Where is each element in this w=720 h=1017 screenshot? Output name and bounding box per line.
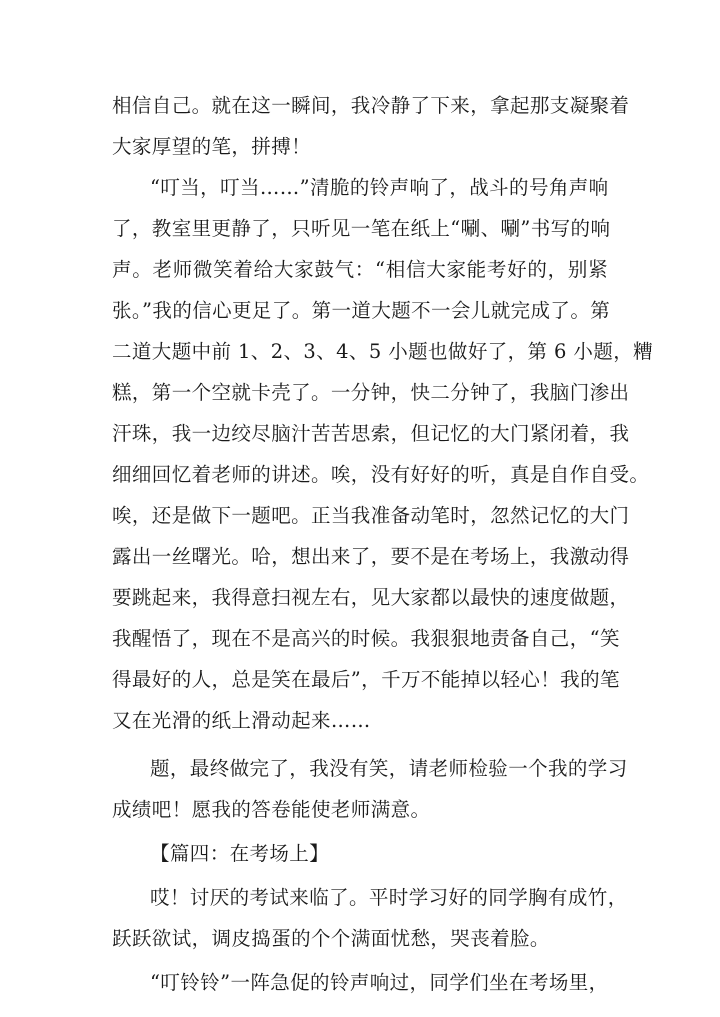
- paragraph-line-9: 汗珠，我一边绞尽脑汁苦苦思索，但记忆的大门紧闭着，我: [112, 422, 630, 445]
- paragraph-line-4: 了，教室里更静了，只听见一笔在纸上“唰、唰”书写的响: [112, 217, 611, 240]
- paragraph-line-1: 相信自己。就在这一瞬间，我冷静了下来，拿起那支凝聚着: [112, 94, 630, 117]
- paragraph-line-22: “叮铃铃”一阵急促的铃声响过，同学们坐在考场里，: [150, 971, 609, 994]
- paragraph-line-16: 又在光滑的纸上滑动起来……: [112, 709, 371, 732]
- paragraph-line-21: 跃跃欲试，调皮捣蛋的个个满面忧愁，哭丧着脸。: [112, 927, 550, 950]
- paragraph-line-14: 我醒悟了，现在不是高兴的时候。我狠狠地责备自己，“笑: [112, 627, 620, 650]
- paragraph-line-13: 要跳起来，我得意扫视左右，见大家都以最快的速度做题，: [112, 586, 630, 609]
- paragraph-line-6: 张。”我的信心更足了。第一道大题不一会儿就完成了。第: [112, 299, 611, 322]
- paragraph-line-15: 得最好的人，总是笑在最后”，千万不能掉以轻心！我的笔: [112, 668, 620, 691]
- paragraph-line-3: “叮当，叮当……”清脆的铃声响了，战斗的号角声响: [150, 176, 609, 199]
- paragraph-line-7: 二道大题中前 1、2、3、4、5 小题也做好了，第 6 小题，糟: [112, 340, 654, 363]
- paragraph-line-12: 露出一丝曙光。哈，想出来了，要不是在考场上，我激动得: [112, 545, 630, 568]
- paragraph-line-11: 唉，还是做下一题吧。正当我准备动笔时，忽然记忆的大门: [112, 504, 630, 527]
- paragraph-line-17: 题，最终做完了，我没有笑，请老师检验一个我的学习: [150, 757, 628, 780]
- paragraph-line-2: 大家厚望的笔，拼搏！: [112, 135, 312, 158]
- paragraph-line-8: 糕，第一个空就卡壳了。一分钟，快二分钟了，我脑门渗出: [112, 381, 630, 404]
- paragraph-line-5: 声。老师微笑着给大家鼓气：“相信大家能考好的，别紧: [112, 258, 608, 281]
- paragraph-line-20: 哎！讨厌的考试来临了。平时学习好的同学胸有成竹，: [150, 886, 628, 909]
- section-heading: 【篇四：在考场上】: [150, 842, 330, 865]
- paragraph-line-10: 细细回忆着老师的讲述。唉，没有好好的听，真是自作自受。: [112, 463, 650, 486]
- paragraph-line-18: 成绩吧！愿我的答卷能使老师满意。: [112, 798, 431, 821]
